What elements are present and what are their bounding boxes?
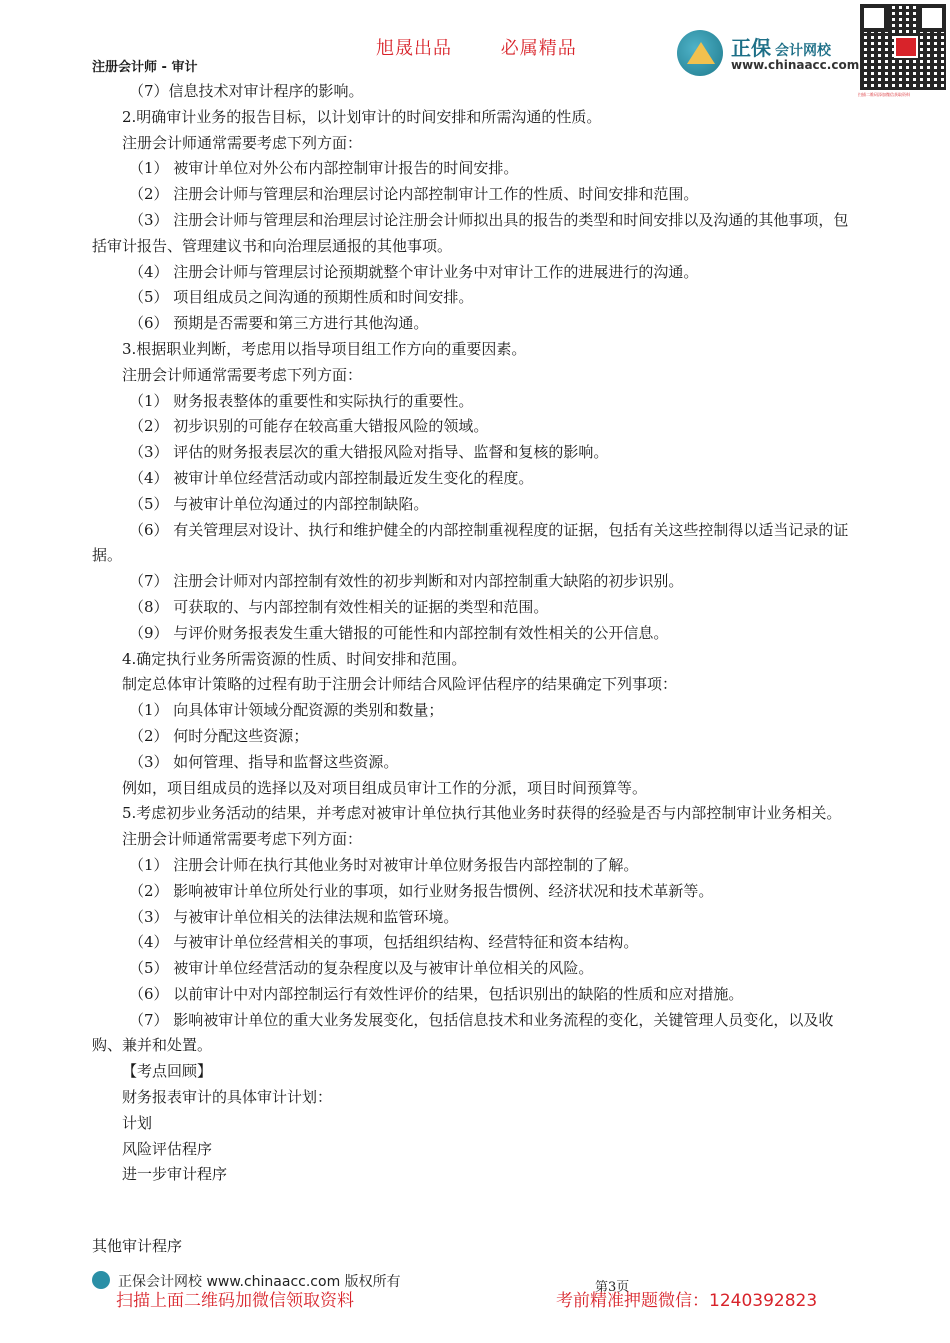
paragraph: （2） 何时分配这些资源； (129, 726, 309, 745)
page-number: 第3页 (595, 1280, 630, 1295)
paragraph: 4.确定执行业务所需资源的性质、时间安排和范围。 (122, 649, 467, 668)
paragraph: （1） 注册会计师在执行其他业务时对被审计单位财务报告内部控制的了解。 (129, 855, 639, 874)
paragraph: 例如，项目组成员的选择以及对项目组成员审计工作的分派，项目时间预算等。 (122, 778, 648, 797)
paragraph: （3） 评估的财务报表层次的重大错报风险对指导、监督和复核的影响。 (129, 443, 609, 462)
paragraph: （2） 初步识别的可能存在较高重大错报风险的领域。 (129, 417, 489, 436)
paragraph: （4） 与被审计单位经营相关的事项，包括组织结构、经营特征和资本结构。 (129, 933, 639, 952)
paragraph: （3） 与被审计单位相关的法律法规和监管环境。 (129, 907, 459, 926)
paragraph: （7） 注册会计师对内部控制有效性的初步判断和对内部控制重大缺陷的初步识别。 (129, 572, 684, 591)
paragraph: （5） 被审计单位经营活动的复杂程度以及与被审计单位相关的风险。 (129, 959, 594, 978)
paragraph: 5.考虑初步业务活动的结果，并考虑对被审计单位执行其他业务时获得的经验是否与内部控制审计业务相关。 (122, 804, 842, 823)
logo-mark-icon (677, 30, 723, 76)
paragraph: （5） 与被审计单位沟通过的内部控制缺陷。 (129, 494, 429, 513)
slogan-right: 必属精品 (500, 38, 577, 59)
brand-logo[interactable] (677, 30, 860, 80)
paragraph: 风险评估程序 (122, 1139, 213, 1158)
paragraph: （1） 被审计单位对外公布内部控制审计报告的时间安排。 (129, 159, 519, 178)
paragraph: （6） 以前审计中对内部控制运行有效性评价的结果，包括识别出的缺陷的性质和应对措施。 (129, 984, 744, 1003)
qr-center-badge-icon (894, 36, 918, 58)
paragraph: （3） 如何管理、指导和监督这些资源。 (129, 752, 399, 771)
paragraph: 2.明确审计业务的报告目标，以计划审计的时间安排和所需沟通的性质。 (122, 107, 602, 126)
paragraph: （4） 被审计单位经营活动或内部控制最近发生变化的程度。 (129, 468, 534, 487)
paragraph: 注册会计师通常需要考虑下列方面： (122, 830, 363, 849)
paragraph: （6） 有关管理层对设计、执行和维护健全的内部控制重视程度的证据，包括有关这些控制得以适当记录的证据。 (92, 520, 849, 565)
paragraph: （6） 预期是否需要和第三方进行其他沟通。 (129, 314, 429, 333)
paragraph: （9） 与评价财务报表发生重大错报的可能性和内部控制有效性相关的公开信息。 (129, 623, 669, 642)
document-body (92, 79, 852, 1188)
footer-logo-icon (92, 1271, 110, 1289)
paragraph: （8） 可获取的、与内部控制有效性相关的证据的类型和范围。 (129, 597, 549, 616)
paragraph: 注册会计师通常需要考虑下列方面： (122, 365, 363, 384)
cut-off-line (92, 1234, 852, 1256)
paragraph: （1） 向具体审计领域分配资源的类别和数量； (129, 701, 444, 720)
footer-left-note: 扫描上面二维码加微信领取资料 (116, 1291, 354, 1311)
paragraph: （1） 财务报表整体的重要性和实际执行的重要性。 (129, 391, 474, 410)
header-slogan (376, 34, 619, 60)
paragraph: （4） 注册会计师与管理层讨论预期就整个审计业务中对审计工作的进展进行的沟通。 (129, 262, 699, 281)
paragraph: （7）信息技术对审计程序的影响。 (129, 82, 364, 100)
footer-right-note: 考前精准押题微信：1240392823 (556, 1291, 818, 1311)
paragraph: （2） 注册会计师与管理层和治理层讨论内部控制审计工作的性质、时间安排和范围。 (129, 185, 699, 204)
paragraph: 计划 (122, 1113, 153, 1132)
paragraph: 【考点回顾】 (122, 1062, 213, 1081)
paragraph: 3.根据职业判断，考虑用以指导项目组工作方向的重要因素。 (122, 339, 527, 358)
paragraph: （3） 注册会计师与管理层和治理层讨论注册会计师拟出具的报告的类型和时间安排以及沟通的其他事项，包括审计报告、管理建议书和向治理层通报的其他事项。 (92, 210, 849, 255)
qr-note: 扫描二维码添加微信获取资料 (858, 92, 910, 97)
paragraph: （5） 项目组成员之间沟通的预期性质和时间安排。 (129, 288, 474, 307)
paragraph: 财务报表审计的具体审计计划： (122, 1088, 333, 1107)
document-subject: 注册会计师 - 审计 (92, 60, 198, 75)
paragraph: 注册会计师通常需要考虑下列方面： (122, 133, 363, 152)
paragraph: 进一步审计程序 (122, 1165, 228, 1184)
footer-copyright: 正保会计网校 www.chinaacc.com 版权所有 (118, 1274, 401, 1290)
paragraph: （7） 影响被审计单位的重大业务发展变化，包括信息技术和业务流程的变化，关键管理人员变化，以及收购、兼并和处置。 (92, 1010, 834, 1055)
cut-line-text: 其他审计程序 (92, 1237, 183, 1255)
slogan-left: 旭晟出品 (376, 38, 452, 59)
paragraph: 制定总体审计策略的过程有助于注册会计师结合风险评估程序的结果确定下列事项： (122, 675, 678, 694)
paragraph: （2） 影响被审计单位所处行业的事项，如行业财务报告惯例、经济状况和技术革新等。 (129, 881, 714, 900)
brand-url: www.chinaacc.com (731, 58, 860, 72)
brand-title: 正保 会计网校 (731, 36, 831, 60)
